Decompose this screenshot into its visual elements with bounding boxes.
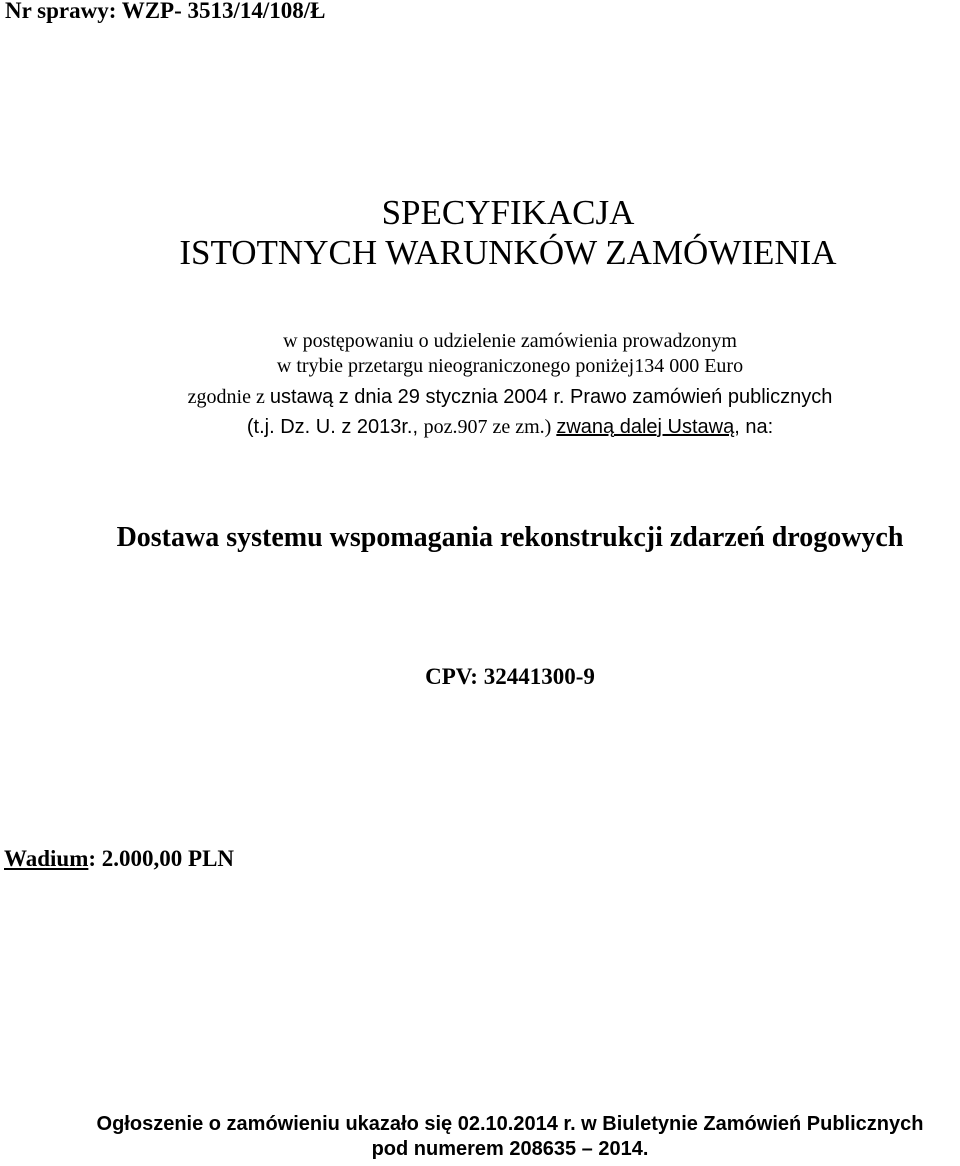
cpv-code: CPV: 32441300-9 bbox=[425, 664, 595, 689]
intro-line-3-prefix: zgodnie z bbox=[187, 386, 270, 408]
intro-line-3 bbox=[0, 385, 960, 410]
intro-line-2: w trybie przetargu nieograniczonego poniżej134 000 Euro bbox=[276, 355, 744, 377]
intro-line-4-position: poz.907 ze zm.) bbox=[423, 416, 557, 438]
procurement-subject: Dostawa systemu wspomagania rekonstrukcji zdarzeń drogowych bbox=[116, 522, 904, 553]
intro-line-4 bbox=[0, 415, 960, 440]
wadium-separator: : bbox=[88, 846, 102, 871]
wadium bbox=[4, 846, 234, 872]
wadium-value: 2.000,00 PLN bbox=[101, 846, 235, 871]
announcement-line-1: Ogłoszenie o zamówieniu ukazało się 02.10.2014 r. w Biuletynie Zamówień Publicznych bbox=[96, 1113, 924, 1135]
document-title-line-1: SPECYFIKACJA bbox=[381, 193, 635, 232]
intro-line-4-journal: (t.j. Dz. U. z 2013r., bbox=[246, 416, 424, 438]
intro-line-4-suffix: , na: bbox=[734, 416, 774, 438]
intro-line-1: w postępowaniu o udzielenie zamówienia prowadzonym bbox=[283, 330, 737, 352]
intro-line-4-defined-term: zwaną dalej Ustawą bbox=[556, 416, 735, 438]
announcement-line-2 bbox=[0, 1137, 960, 1161]
wadium-label: Wadium bbox=[4, 846, 89, 871]
case-number: Nr sprawy: WZP- 3513/14/108/Ł bbox=[5, 0, 326, 23]
document-title-line-2: ISTOTNYCH WARUNKÓW ZAMÓWIENIA bbox=[179, 233, 837, 272]
intro-line-3-act-reference: ustawą z dnia 29 stycznia 2004 r. Prawo zamówień publicznych bbox=[269, 386, 833, 408]
announcement-line-2-text: pod numerem 208635 – 2014. bbox=[371, 1138, 649, 1160]
